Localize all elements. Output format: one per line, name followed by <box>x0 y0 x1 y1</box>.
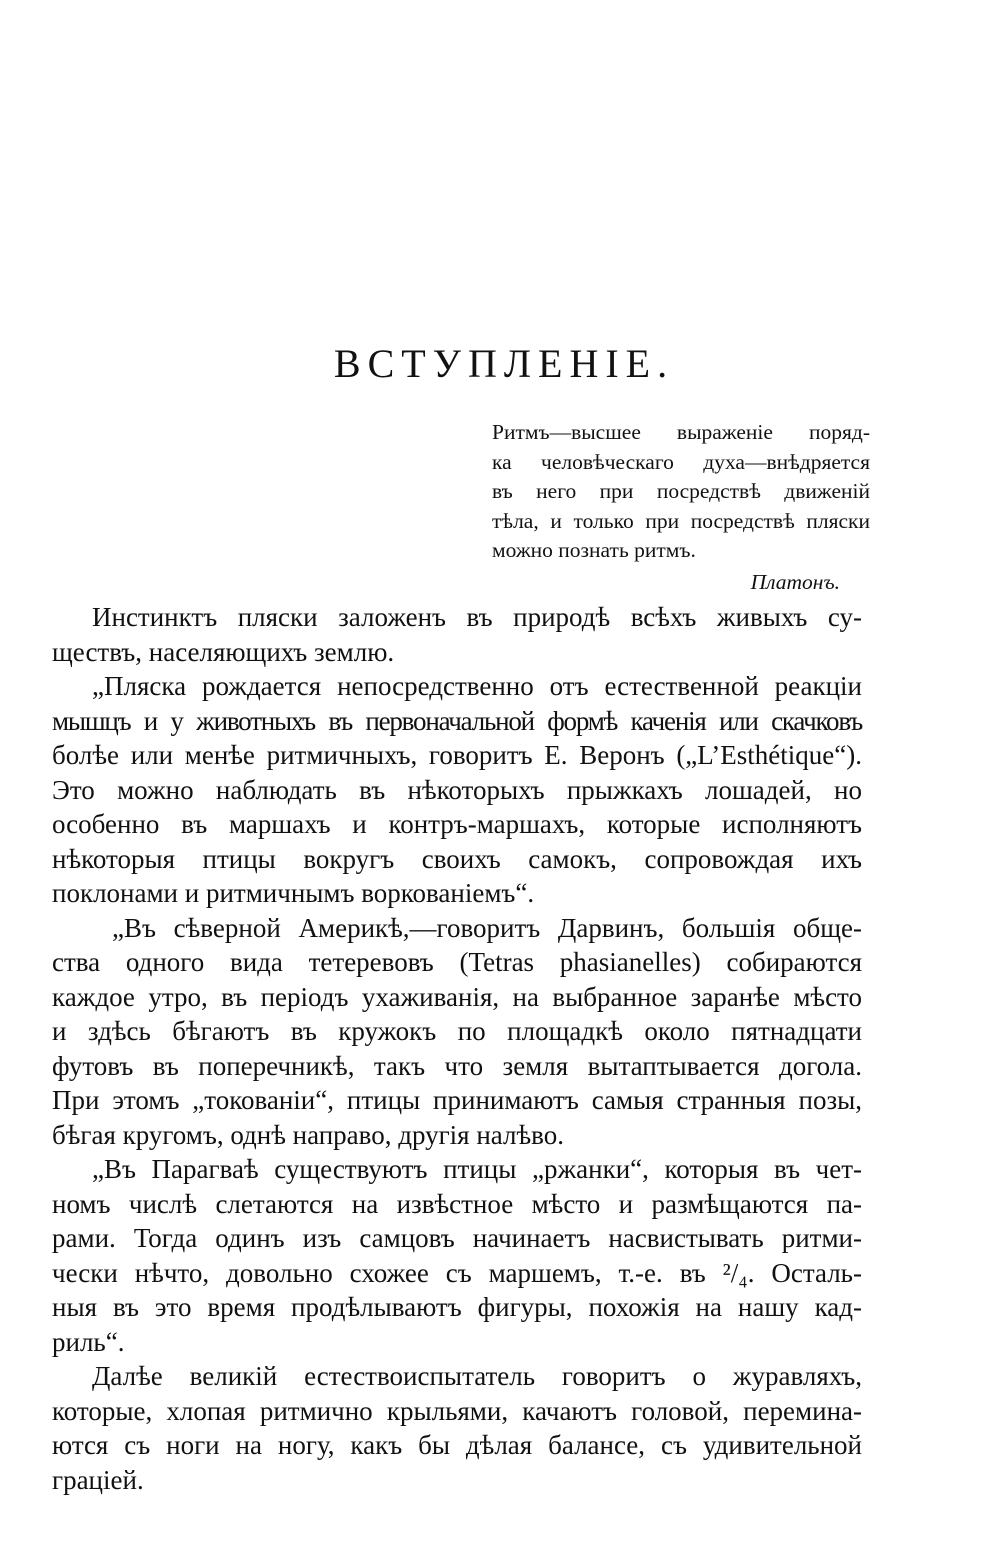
text-line: футовъ въ поперечникѣ, такъ что земля вытаптывается догола. <box>52 1050 862 1081</box>
text-line: номъ числѣ слетаются на извѣстное мѣсто и размѣщаются па- <box>52 1188 862 1219</box>
epigraph-line: Ритмъ—высшее выраженіе поряд- <box>492 420 870 444</box>
paragraph <box>52 1152 862 1359</box>
text-line: Это можно наблюдать въ нѣкоторыхъ прыжкахъ лошадей, но <box>52 774 862 805</box>
epigraph-line: можно познать ритмъ. <box>492 538 696 562</box>
text-line: поклонами и ритмичнымъ воркованіемъ“. <box>52 878 535 908</box>
text-line: рами. Тогда одинъ изъ самцовъ начинаетъ насвистывать ритми- <box>52 1223 862 1253</box>
paragraph <box>52 600 862 669</box>
text-line: которые, хлопая ритмично крыльями, качаютъ головой, перемина- <box>52 1395 862 1426</box>
epigraph-line: ка человѣческаго духа—внѣдряется <box>492 449 870 474</box>
text-line: мышцъ и у животныхъ въ первоначальной формѣ каченія или скачковъ <box>52 705 862 736</box>
text-line: ства одного вида тетеревовъ (Tetras phasianelles) собираются <box>52 947 862 977</box>
text-line: „Въ сѣверной Америкѣ,—говоритъ Дарвинъ, большія обще- <box>112 912 862 943</box>
text-line: Далѣе великій естествоиспытатель говоритъ о журавляхъ, <box>92 1361 862 1391</box>
page-title: ВСТУПЛЕНІЕ. <box>333 341 675 386</box>
paragraph <box>52 1359 862 1497</box>
text-line: ществъ, населяющихъ землю. <box>52 636 395 667</box>
text-line: нѣкоторыя птицы вокругъ своихъ самокъ, сопровождая ихъ <box>52 843 862 874</box>
text-line: чески нѣчто, довольно схожее съ маршемъ, т.-е. въ ²/₄. Осталь- <box>52 1257 862 1288</box>
text-line: „Пляска рождается непосредственно отъ естественной реакціи <box>92 671 862 701</box>
paragraph <box>52 911 862 1153</box>
text-line: и здѣсь бѣгаютъ въ кружокъ по площадкѣ около пятнадцати <box>52 1016 862 1046</box>
text-line: каждое утро, въ періодъ ухаживанія, на выбранное заранѣе мѣсто <box>52 981 862 1012</box>
text-line: бѣгая кругомъ, однѣ направо, другія налѣво. <box>52 1119 564 1150</box>
text-line: Инстинктъ пляски заложенъ въ природѣ всѣхъ живыхъ су- <box>92 602 862 632</box>
epigraph <box>492 418 870 597</box>
text-line: ются съ ноги на ногу, какъ бы дѣлая балансе, съ удивительной <box>52 1430 862 1460</box>
text-line: „Въ Парагваѣ существуютъ птицы „ржанки“, которыя въ чет- <box>92 1154 862 1184</box>
text-line: граціей. <box>52 1464 144 1495</box>
text-line: ныя въ это время продѣлываютъ фигуры, похожія на нашу кад- <box>52 1292 862 1322</box>
text-line: При этомъ „токованіи“, птицы принимаютъ самыя странныя позы, <box>52 1085 862 1115</box>
text-line: особенно въ маршахъ и контръ-маршахъ, которые исполняютъ <box>52 809 862 839</box>
epigraph-author: Платонъ. <box>750 569 840 594</box>
text-line: риль“. <box>52 1326 125 1357</box>
epigraph-line: въ него при посредствѣ движеній <box>492 479 870 503</box>
text-line: болѣе или менѣе ритмичныхъ, говоритъ Е. Веронъ („L’Esthétique“). <box>52 740 862 770</box>
body-text <box>52 600 862 1497</box>
epigraph-line: тѣла, и только при посредствѣ пляски <box>492 508 870 533</box>
paragraph <box>52 669 862 911</box>
